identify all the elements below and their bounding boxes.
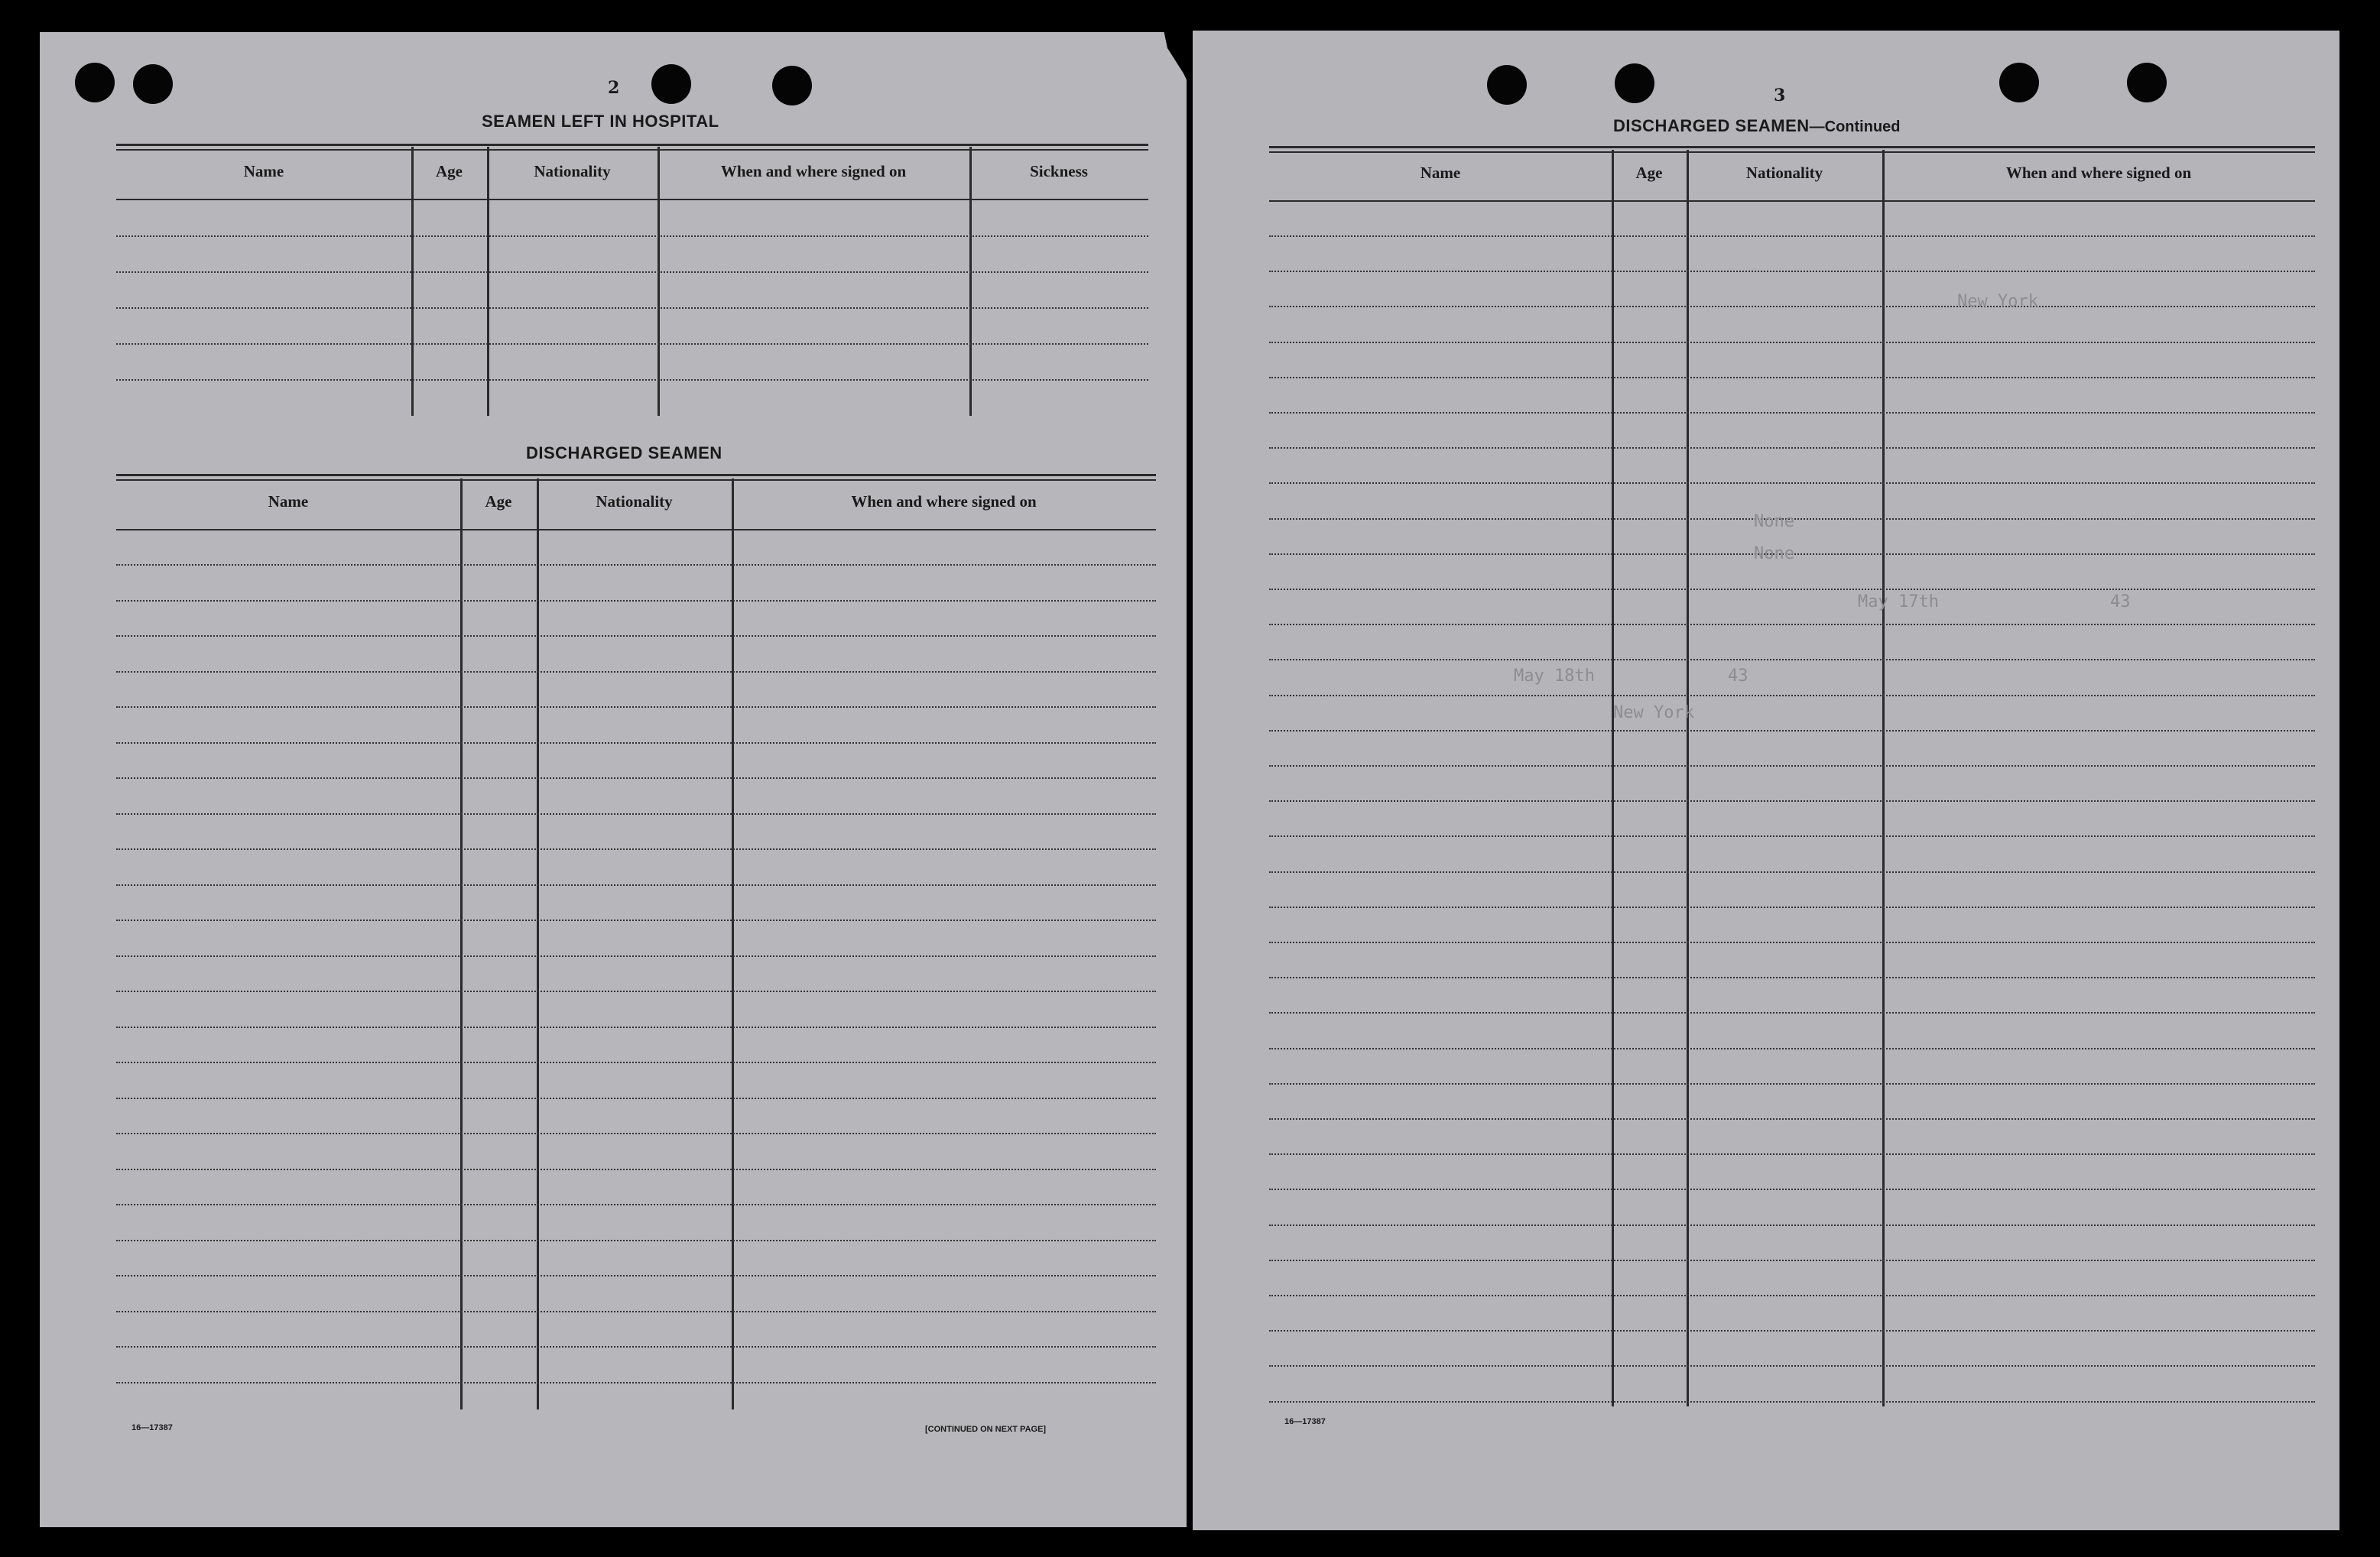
bleed-through-text: 43 <box>1728 667 1748 686</box>
table-top-rule <box>116 479 1156 481</box>
row-rule <box>1269 235 2315 237</box>
column-header-name: Name <box>243 162 284 180</box>
row-rule <box>116 991 1156 992</box>
row-rule <box>1269 412 2315 414</box>
row-rule <box>116 1062 1156 1063</box>
punch-hole <box>75 63 115 102</box>
row-rule <box>116 1346 1156 1348</box>
column-header-nationality: Nationality <box>1745 164 1823 182</box>
row-rule <box>1269 1083 2315 1085</box>
row-rule <box>116 1311 1156 1312</box>
row-rule <box>1269 695 2315 696</box>
row-rule <box>116 813 1156 815</box>
column-divider <box>732 478 734 1409</box>
row-rule <box>1269 765 2315 767</box>
row-rule <box>1269 1048 2315 1049</box>
continued-note: [CONTINUED ON NEXT PAGE] <box>925 1425 1047 1434</box>
row-rule <box>116 777 1156 779</box>
punch-hole <box>1615 63 1654 103</box>
header-bottom-rule <box>1269 200 2315 202</box>
row-rule <box>1269 589 2315 590</box>
row-rule <box>1269 1012 2315 1014</box>
row-rule <box>1269 659 2315 660</box>
row-rule <box>116 564 1156 566</box>
column-header-sickness: Sickness <box>1030 162 1088 180</box>
form-number: 16—17387 <box>1284 1417 1326 1426</box>
column-header-nationality: Nationality <box>596 492 673 511</box>
discharged-section-title: DISCHARGED SEAMEN <box>526 443 722 462</box>
column-header-signed-on: When and where signed on <box>851 492 1037 511</box>
row-rule <box>116 955 1156 957</box>
table-top-rule <box>1269 151 2315 153</box>
table-top-rule <box>116 474 1156 476</box>
bleed-through-text: New York <box>1613 703 1694 722</box>
row-rule <box>1269 835 2315 837</box>
row-rule <box>1269 1153 2315 1155</box>
row-rule <box>116 379 1148 381</box>
row-rule <box>116 235 1148 237</box>
punch-hole <box>1999 63 2039 102</box>
row-rule <box>1269 1260 2315 1261</box>
row-rule <box>116 1098 1156 1099</box>
column-header-age: Age <box>436 162 463 180</box>
form-number: 16—17387 <box>132 1423 173 1432</box>
row-rule <box>1269 482 2315 484</box>
row-rule <box>1269 942 2315 943</box>
column-divider <box>411 147 414 416</box>
column-header-signed-on: When and where signed on <box>720 162 907 180</box>
column-header-name: Name <box>268 492 309 511</box>
row-rule <box>116 271 1148 273</box>
table-top-rule <box>116 144 1148 146</box>
row-rule <box>1269 306 2315 307</box>
bleed-through-text: May 17th <box>1858 592 1939 611</box>
row-rule <box>1269 977 2315 978</box>
row-rule <box>116 600 1156 602</box>
header-bottom-rule <box>116 199 1148 200</box>
column-header-age: Age <box>1635 164 1663 182</box>
page-number: 3 <box>1774 86 1786 105</box>
table-top-rule <box>1269 146 2315 148</box>
row-rule <box>116 1382 1156 1383</box>
column-header-name: Name <box>1420 164 1461 182</box>
section-title <box>1613 116 1901 136</box>
header-bottom-rule <box>116 529 1156 530</box>
row-rule <box>1269 1330 2315 1332</box>
row-rule <box>116 884 1156 886</box>
section-title-suffix: —Continued <box>1809 118 1901 135</box>
right-page <box>1193 31 2339 1530</box>
punch-hole <box>2127 63 2167 102</box>
row-rule <box>1269 907 2315 908</box>
row-rule <box>116 848 1156 850</box>
row-rule <box>1269 730 2315 731</box>
row-rule <box>1269 800 2315 802</box>
page-number: 2 <box>608 78 620 98</box>
column-divider <box>1612 150 1614 1406</box>
bleed-through-text: None <box>1754 512 1794 531</box>
row-rule <box>116 1027 1156 1028</box>
row-rule <box>1269 447 2315 449</box>
bleed-through-text: May 18th <box>1514 667 1595 686</box>
row-rule <box>1269 1118 2315 1120</box>
row-rule <box>1269 1365 2315 1367</box>
row-rule <box>116 742 1156 744</box>
row-rule <box>1269 871 2315 873</box>
row-rule <box>116 1169 1156 1170</box>
punch-hole <box>772 66 812 105</box>
left-page <box>40 32 1187 1527</box>
bleed-through-text: 43 <box>2110 592 2131 611</box>
column-header-signed-on: When and where signed on <box>2005 164 2192 182</box>
row-rule <box>116 1133 1156 1134</box>
row-rule <box>116 671 1156 673</box>
column-divider <box>487 147 489 416</box>
row-rule <box>116 1275 1156 1276</box>
row-rule <box>116 1204 1156 1205</box>
bleed-through-text: New York <box>1957 292 2038 311</box>
row-rule <box>1269 1401 2315 1403</box>
row-rule <box>1269 624 2315 625</box>
row-rule <box>1269 1225 2315 1226</box>
column-divider <box>460 478 463 1409</box>
punch-hole <box>651 64 691 104</box>
column-header-age: Age <box>485 492 512 511</box>
row-rule <box>1269 1189 2315 1190</box>
row-rule <box>116 343 1148 345</box>
punch-hole <box>1487 65 1527 105</box>
row-rule <box>1269 271 2315 272</box>
row-rule <box>1269 1295 2315 1296</box>
table-top-rule <box>116 149 1148 151</box>
punch-hole <box>133 64 173 104</box>
row-rule <box>1269 377 2315 378</box>
column-divider <box>969 147 972 416</box>
column-divider <box>658 147 660 416</box>
row-rule <box>116 635 1156 637</box>
row-rule <box>116 307 1148 309</box>
row-rule <box>116 706 1156 708</box>
column-divider <box>1687 150 1689 1406</box>
row-rule <box>116 920 1156 921</box>
bleed-through-text: None <box>1754 544 1794 563</box>
column-header-nationality: Nationality <box>534 162 611 180</box>
column-divider <box>537 478 539 1409</box>
column-divider <box>1882 150 1885 1406</box>
hospital-section-title: SEAMEN LEFT IN HOSPITAL <box>482 112 719 131</box>
row-rule <box>116 1240 1156 1241</box>
row-rule <box>1269 342 2315 343</box>
section-title-main: DISCHARGED SEAMEN <box>1613 116 1810 135</box>
